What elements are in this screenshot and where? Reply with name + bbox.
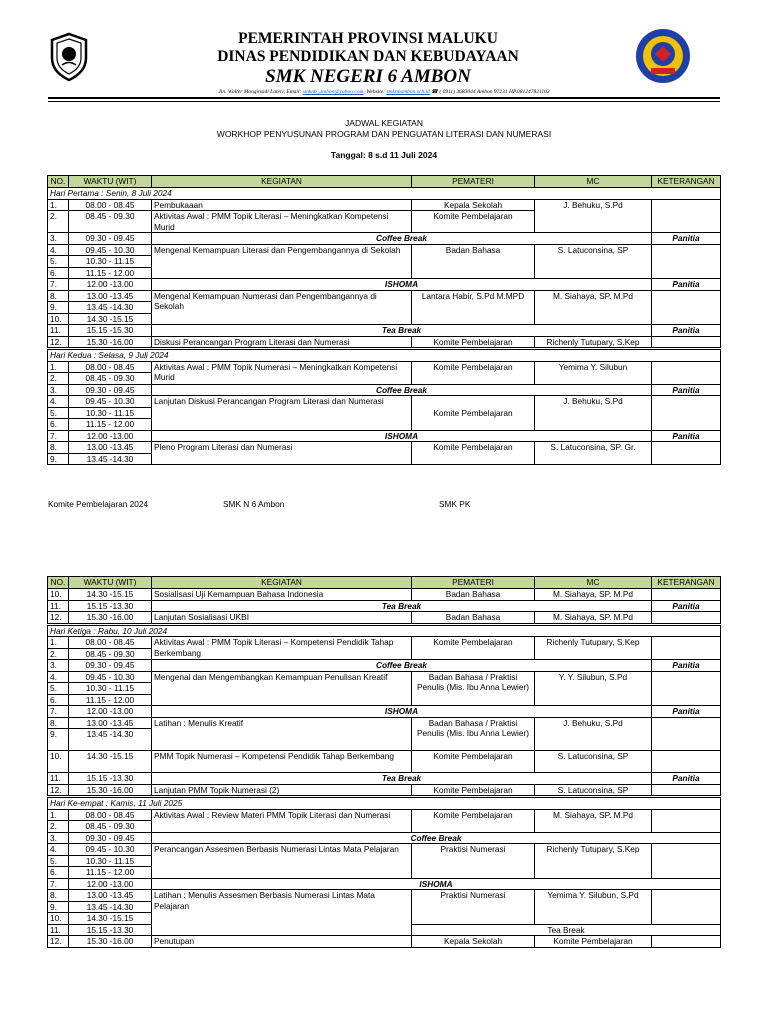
row-activity: Mengenal Kemampuan Numerasi dan Pengembangannya di Sekolah	[152, 290, 412, 325]
table-row	[48, 660, 721, 672]
row-no: 6.	[48, 867, 69, 879]
row-no: 1.	[48, 637, 69, 649]
row-time: 08.45 - 09.30	[69, 211, 152, 233]
row-time: 09.45 - 10.30	[69, 244, 152, 256]
row-time: 09.30 - 09.45	[69, 832, 152, 844]
header-keterangan: KETERANGAN	[652, 176, 721, 188]
row-activity: Lanjutan Diskusi Perancangan Program Literasi dan Numerasi	[152, 396, 412, 431]
row-note	[652, 751, 721, 773]
row-no: 12.	[48, 336, 69, 349]
row-no: 9.	[48, 302, 69, 314]
footer-smk-pk: SMK PK	[439, 499, 471, 509]
table-row	[48, 809, 721, 821]
row-no: 9.	[48, 729, 69, 751]
row-no: 4.	[48, 671, 69, 683]
row-time: 15.30 -16.00	[69, 612, 152, 625]
header-kegiatan: KEGIATAN	[152, 176, 412, 188]
row-activity: Aktivitas Awal : Review Materi PMM Topik Literasi dan Numerasi	[152, 809, 412, 832]
school-logo-icon	[635, 28, 691, 84]
row-time: 11.15 - 12.00	[69, 694, 152, 706]
row-mc: S. Latuconsina, SP	[535, 244, 652, 279]
row-note: Panitia	[652, 430, 721, 442]
row-time: 14.30 -15.15	[69, 751, 152, 773]
row-no: 3.	[48, 384, 69, 396]
row-break: Coffee Break	[152, 233, 652, 245]
row-note	[652, 809, 721, 832]
row-no: 10.	[48, 313, 69, 325]
row-note	[652, 290, 721, 325]
schedule-table-page2	[47, 576, 721, 948]
row-time: 11.15 - 12.00	[69, 867, 152, 879]
row-no: 7.	[48, 279, 69, 291]
row-no: 12.	[48, 612, 69, 625]
department-name: DINAS PENDIDIKAN DAN KEBUDAYAAN	[217, 48, 519, 65]
row-time: 08.00 - 08.45	[69, 361, 152, 373]
letterhead-rule-thin	[48, 101, 720, 102]
row-note: Panitia	[652, 384, 721, 396]
row-mc: Richenly Tutupary, S.Kep	[535, 637, 652, 660]
row-mc: Y. Y. Silubun, S.Pd	[535, 671, 652, 706]
day-title: Hari Ketiga : Rabu, 10 Juli 2024	[48, 624, 721, 637]
row-mc: Komite Pembelajaran	[535, 936, 652, 948]
row-no: 8.	[48, 442, 69, 454]
row-speaker: Praktisi Numerasi	[412, 890, 535, 925]
row-break: ISHOMA	[152, 878, 721, 890]
row-speaker: Kepala Sekolah	[412, 199, 535, 211]
row-no: 12.	[48, 936, 69, 948]
row-activity: Aktivitas Awal : PMM Topik Literasi – Meningkatkan Kompetensi Murid	[152, 211, 412, 233]
row-break: Coffee Break	[152, 832, 721, 844]
row-mc: M. Siahaya, SP. M.Pd	[535, 290, 652, 325]
row-speaker: Praktisi Numerasi	[412, 844, 535, 879]
table-row	[48, 589, 721, 601]
row-activity: Penutupan	[152, 936, 412, 948]
row-time: 08.45 - 09.30	[69, 821, 152, 833]
row-mc: Richenly Tutupary, S.Kep	[535, 336, 652, 349]
row-time: 13.45 -14.30	[69, 453, 152, 465]
school-address	[48, 89, 720, 95]
table-row	[48, 717, 721, 729]
row-no: 8.	[48, 717, 69, 729]
header-waktu: WAKTU (WIT)	[69, 577, 152, 589]
row-time: 08.45 - 09.30	[69, 373, 152, 385]
row-activity: Mengenal dan Mengembangkan Kemampuan Penulisan Kreatif	[152, 671, 412, 706]
row-no: 4.	[48, 844, 69, 856]
website-label: , Website:	[363, 89, 387, 95]
row-time: 08.45 - 09.30	[69, 648, 152, 660]
row-mc: J. Behuku, S.Pd	[535, 717, 652, 751]
row-note	[652, 671, 721, 706]
row-speaker: Lantara Habir, S.Pd M.MPD	[412, 290, 535, 325]
row-note	[652, 244, 721, 279]
row-time: 15.30 -16.00	[69, 336, 152, 349]
row-time: 14.30 -15.15	[69, 913, 152, 925]
row-break: Tea Break	[152, 600, 652, 612]
row-time: 08.00 - 08.45	[69, 809, 152, 821]
row-note: Panitia	[652, 773, 721, 785]
footer-committee: Komite Pembelajaran 2024	[48, 499, 149, 509]
header-keterangan: KETERANGAN	[652, 577, 721, 589]
row-time: 14.30 -15.15	[69, 313, 152, 325]
row-time: 10.30 - 11.15	[69, 855, 152, 867]
row-note	[652, 199, 721, 233]
row-time: 12.00 -13.00	[69, 878, 152, 890]
table-row	[48, 844, 721, 856]
row-time: 09.30 - 09.45	[69, 660, 152, 672]
row-activity: Latihan : Menulis Assesmen Berbasis Numerasi Lintas Mata Pelajaran	[152, 890, 412, 936]
row-no: 1.	[48, 361, 69, 373]
footer-school: SMK N 6 Ambon	[223, 499, 285, 509]
row-note	[652, 637, 721, 660]
row-note	[652, 361, 721, 384]
header-no: NO.	[48, 176, 69, 188]
row-no: 7.	[48, 706, 69, 718]
row-time: 13.00 -13.45	[69, 290, 152, 302]
row-speaker: Komite Pembelajaran	[412, 442, 535, 465]
row-time: 11.15 - 12.00	[69, 267, 152, 279]
row-time: 10.30 - 11.15	[69, 683, 152, 695]
row-speaker: Komite Pembelajaran	[412, 336, 535, 349]
row-no: 10.	[48, 751, 69, 773]
row-note	[652, 612, 721, 625]
row-note: Panitia	[652, 325, 721, 337]
row-note	[652, 442, 721, 465]
table-row	[48, 706, 721, 718]
row-speaker: Komite Pembelajaran	[412, 784, 535, 797]
row-note	[652, 336, 721, 349]
row-break: Coffee Break	[152, 384, 652, 396]
row-time: 13.00 -13.45	[69, 442, 152, 454]
table-row	[48, 290, 721, 302]
table-row	[48, 671, 721, 683]
row-activity: Diskusi Perancangan Program Literasi dan Numerasi	[152, 336, 412, 349]
table-row	[48, 361, 721, 373]
government-name: PEMERINTAH PROVINSI MALUKU	[238, 30, 498, 47]
row-no: 3.	[48, 660, 69, 672]
row-note	[652, 717, 721, 751]
table-row	[48, 396, 721, 408]
row-mc: S. Latuconsina, SP. Gr.	[535, 442, 652, 465]
row-note: Panitia	[652, 660, 721, 672]
row-break: ISHOMA	[152, 430, 652, 442]
letterhead-text	[108, 30, 628, 88]
table-row	[48, 279, 721, 291]
row-speaker: Komite Pembelajaran	[412, 751, 535, 773]
row-speaker: Komite Pembelajaran	[412, 637, 535, 660]
row-speaker: Komite Pembelajaran	[412, 211, 535, 233]
row-time: 13.45 -14.30	[69, 729, 152, 751]
row-note	[652, 784, 721, 797]
school-name: SMK NEGERI 6 AMBON	[265, 66, 471, 87]
row-no: 5.	[48, 256, 69, 268]
row-speaker: Badan Bahasa	[412, 589, 535, 601]
row-time: 12.00 -13.00	[69, 279, 152, 291]
row-no: 1.	[48, 809, 69, 821]
row-mc: Richenly Tutupary, S.Kep	[535, 844, 652, 879]
letterhead-rule-thick	[48, 97, 720, 99]
row-time: 08.00 - 08.45	[69, 637, 152, 649]
row-no: 4.	[48, 396, 69, 408]
day-title: Hari Kedua : Selasa, 9 Juli 2024	[48, 349, 721, 362]
row-activity: Lanjutan Sosialisasi UKBI	[152, 612, 412, 625]
row-no: 5.	[48, 683, 69, 695]
row-time: 13.00 -13.45	[69, 717, 152, 729]
row-mc: M. Siahaya, SP. M.Pd	[535, 809, 652, 832]
row-time: 09.45 - 10.30	[69, 396, 152, 408]
row-mc: S. Latuconsina, SP	[535, 784, 652, 797]
header-no: NO.	[48, 577, 69, 589]
row-speaker: Komite Pembelajaran	[412, 396, 535, 431]
table-row	[48, 751, 721, 773]
row-no: 8.	[48, 890, 69, 902]
document-titles	[0, 118, 768, 161]
row-time: 08.00 - 08.45	[69, 199, 152, 211]
row-note	[652, 890, 721, 925]
row-no: 11.	[48, 773, 69, 785]
row-note	[652, 936, 721, 948]
row-break: ISHOMA	[152, 706, 652, 718]
row-note	[652, 844, 721, 879]
header-pemateri: PEMATERI	[412, 577, 535, 589]
row-no: 2.	[48, 821, 69, 833]
letterhead	[48, 28, 720, 100]
row-no: 5.	[48, 855, 69, 867]
row-activity: Aktivitas Awal : PMM Topik Literasi – Kompetensi Pendidik Tahap Berkembang	[152, 637, 412, 660]
row-break: Tea Break	[152, 773, 652, 785]
row-no: 11.	[48, 325, 69, 337]
row-activity: Lanjutan PMM Topik Numerasi (2)	[152, 784, 412, 797]
row-no: 5.	[48, 407, 69, 419]
row-no: 12.	[48, 784, 69, 797]
header-pemateri: PEMATERI	[412, 176, 535, 188]
header-mc: MC	[535, 577, 652, 589]
row-speaker: Komite Pembelajaran	[412, 809, 535, 832]
row-activity: PMM Topik Numerasi – Kompetensi Pendidik Tahap Berkembang	[152, 751, 412, 773]
row-mc: J. Behuku, S.Pd	[535, 396, 652, 431]
table-header-row	[48, 176, 721, 188]
row-time: 10.30 - 11.15	[69, 407, 152, 419]
maluku-emblem-icon	[48, 32, 90, 82]
table-row	[48, 199, 721, 211]
row-time: 11.15 - 12.00	[69, 419, 152, 431]
table-row	[48, 442, 721, 454]
row-no: 6.	[48, 267, 69, 279]
table-header-row	[48, 577, 721, 589]
row-time: 15.15 -13.30	[69, 600, 152, 612]
row-no: 6.	[48, 419, 69, 431]
row-no: 2.	[48, 211, 69, 233]
table-row	[48, 244, 721, 256]
table-row	[48, 600, 721, 612]
address-text: Jln. Walter Monginsidi Lateri, Email:	[218, 89, 303, 95]
header-waktu: WAKTU (WIT)	[69, 176, 152, 188]
row-mc: Yemima Y. Silubun, S.Pd	[535, 890, 652, 925]
row-time: 13.45 -14.30	[69, 302, 152, 314]
row-note: Panitia	[652, 600, 721, 612]
row-note: Panitia	[652, 279, 721, 291]
phone-text: ☎ ( 0911) 3683044 Ambon 97231 HP.081247821103	[429, 89, 550, 95]
row-time: 15.15 -13.30	[69, 924, 152, 936]
row-note: Panitia	[652, 706, 721, 718]
row-no: 9.	[48, 453, 69, 465]
row-time: 09.30 - 09.45	[69, 384, 152, 396]
row-activity: Sosialisasi Uji Kemampuan Bahasa Indonesia	[152, 589, 412, 601]
day-title: Hari Pertama : Senin, 8 Juli 2024	[48, 188, 721, 200]
row-break: Coffee Break	[152, 660, 652, 672]
row-no: 6.	[48, 694, 69, 706]
row-time: 13.00 -13.45	[69, 890, 152, 902]
row-time: 15.30 -16.00	[69, 936, 152, 948]
row-activity: Mengenal Kemampuan Literasi dan Pengembangannya di Sekolah	[152, 244, 412, 279]
row-time: 09.30 - 09.45	[69, 233, 152, 245]
title-workshop: WORKHOP PENYUSUNAN PROGRAM DAN PENGUATAN LITERASI DAN NUMERASI	[216, 129, 552, 139]
email-link[interactable]: smkn6_ambon@yahoo.com	[302, 89, 364, 95]
row-no: 1.	[48, 199, 69, 211]
row-mc: J. Behuku, S.Pd	[535, 199, 652, 233]
row-time: 09.45 - 10.30	[69, 844, 152, 856]
row-speaker: Badan Bahasa	[412, 244, 535, 279]
table-row	[48, 784, 721, 797]
table-row	[48, 936, 721, 948]
row-speaker: Komite Pembelajaran	[412, 361, 535, 384]
row-mc: M. Siahaya, SP. M.Pd	[535, 612, 652, 625]
row-break: Tea Break	[152, 325, 652, 337]
table-row	[48, 878, 721, 890]
title-date: Tanggal: 8 s.d 11 Juli 2024	[330, 150, 438, 160]
row-activity: Pleno Program Literasi dan Numerasi	[152, 442, 412, 465]
table-row	[48, 832, 721, 844]
row-no: 7.	[48, 878, 69, 890]
row-no: 11.	[48, 924, 69, 936]
row-break: ISHOMA	[152, 279, 652, 291]
row-speaker: Badan Bahasa	[412, 612, 535, 625]
table-row	[48, 612, 721, 625]
row-mc: S. Latuconsina, SP	[535, 751, 652, 773]
row-activity: Perancangan Assesmen Berbasis Numerasi Lintas Mata Pelajaran	[152, 844, 412, 879]
row-no: 2.	[48, 373, 69, 385]
row-time: 13.45 -14.30	[69, 901, 152, 913]
row-time: 15.15 -15.30	[69, 325, 152, 337]
website-link[interactable]: smkn6ambon.sch.id	[386, 89, 430, 95]
row-time: 12.00 -13.00	[69, 430, 152, 442]
table-row	[48, 384, 721, 396]
row-activity: Latihan : Menulis Kreatif	[152, 717, 412, 751]
row-time: 10.30 - 11.15	[69, 256, 152, 268]
row-time: 15.15 -13.30	[69, 773, 152, 785]
row-activity: Aktivitas Awal : PMM Topik Numerasi – Meningkatkan Kompetensi Murid	[152, 361, 412, 384]
row-time: 09.45 - 10.30	[69, 671, 152, 683]
row-no: 3.	[48, 832, 69, 844]
row-note	[652, 396, 721, 431]
table-row	[48, 890, 721, 902]
header-kegiatan: KEGIATAN	[152, 577, 412, 589]
table-row	[48, 336, 721, 349]
row-mc: Yemima Y. Silubun	[535, 361, 652, 384]
schedule-table-page1	[47, 175, 721, 465]
table-row	[48, 233, 721, 245]
row-mc: M. Siahaya, SP. M.Pd	[535, 589, 652, 601]
row-no: 10.	[48, 589, 69, 601]
row-speaker: Badan Bahasa / Praktisi Penulis (Mis. Ibu Anna Lewier)	[412, 717, 535, 751]
header-mc: MC	[535, 176, 652, 188]
row-no: 11.	[48, 600, 69, 612]
row-no: 10.	[48, 913, 69, 925]
title-schedule: JADWAL KEGIATAN	[345, 118, 423, 128]
row-activity: Pembukaaan	[152, 199, 412, 211]
row-note	[652, 589, 721, 601]
row-speaker: Badan Bahasa / Praktisi Penulis (Mis. Ibu Anna Lewier)	[412, 671, 535, 706]
table-row	[48, 325, 721, 337]
table-row	[48, 430, 721, 442]
row-time: 15.30 -16.00	[69, 784, 152, 797]
row-no: 3.	[48, 233, 69, 245]
row-no: 2.	[48, 648, 69, 660]
row-note: Panitia	[652, 233, 721, 245]
table-row	[48, 637, 721, 649]
row-break: Tea Break	[412, 924, 721, 936]
row-speaker: Kepala Sekolah	[412, 936, 535, 948]
day-title: Hari Ke-empat : Kamis, 11 Juli 2025	[48, 797, 721, 810]
row-no: 4.	[48, 244, 69, 256]
row-time: 12.00 -13.00	[69, 706, 152, 718]
row-time: 14.30 -15.15	[69, 589, 152, 601]
row-no: 7.	[48, 430, 69, 442]
table-row	[48, 773, 721, 785]
row-no: 9.	[48, 901, 69, 913]
row-no: 8.	[48, 290, 69, 302]
